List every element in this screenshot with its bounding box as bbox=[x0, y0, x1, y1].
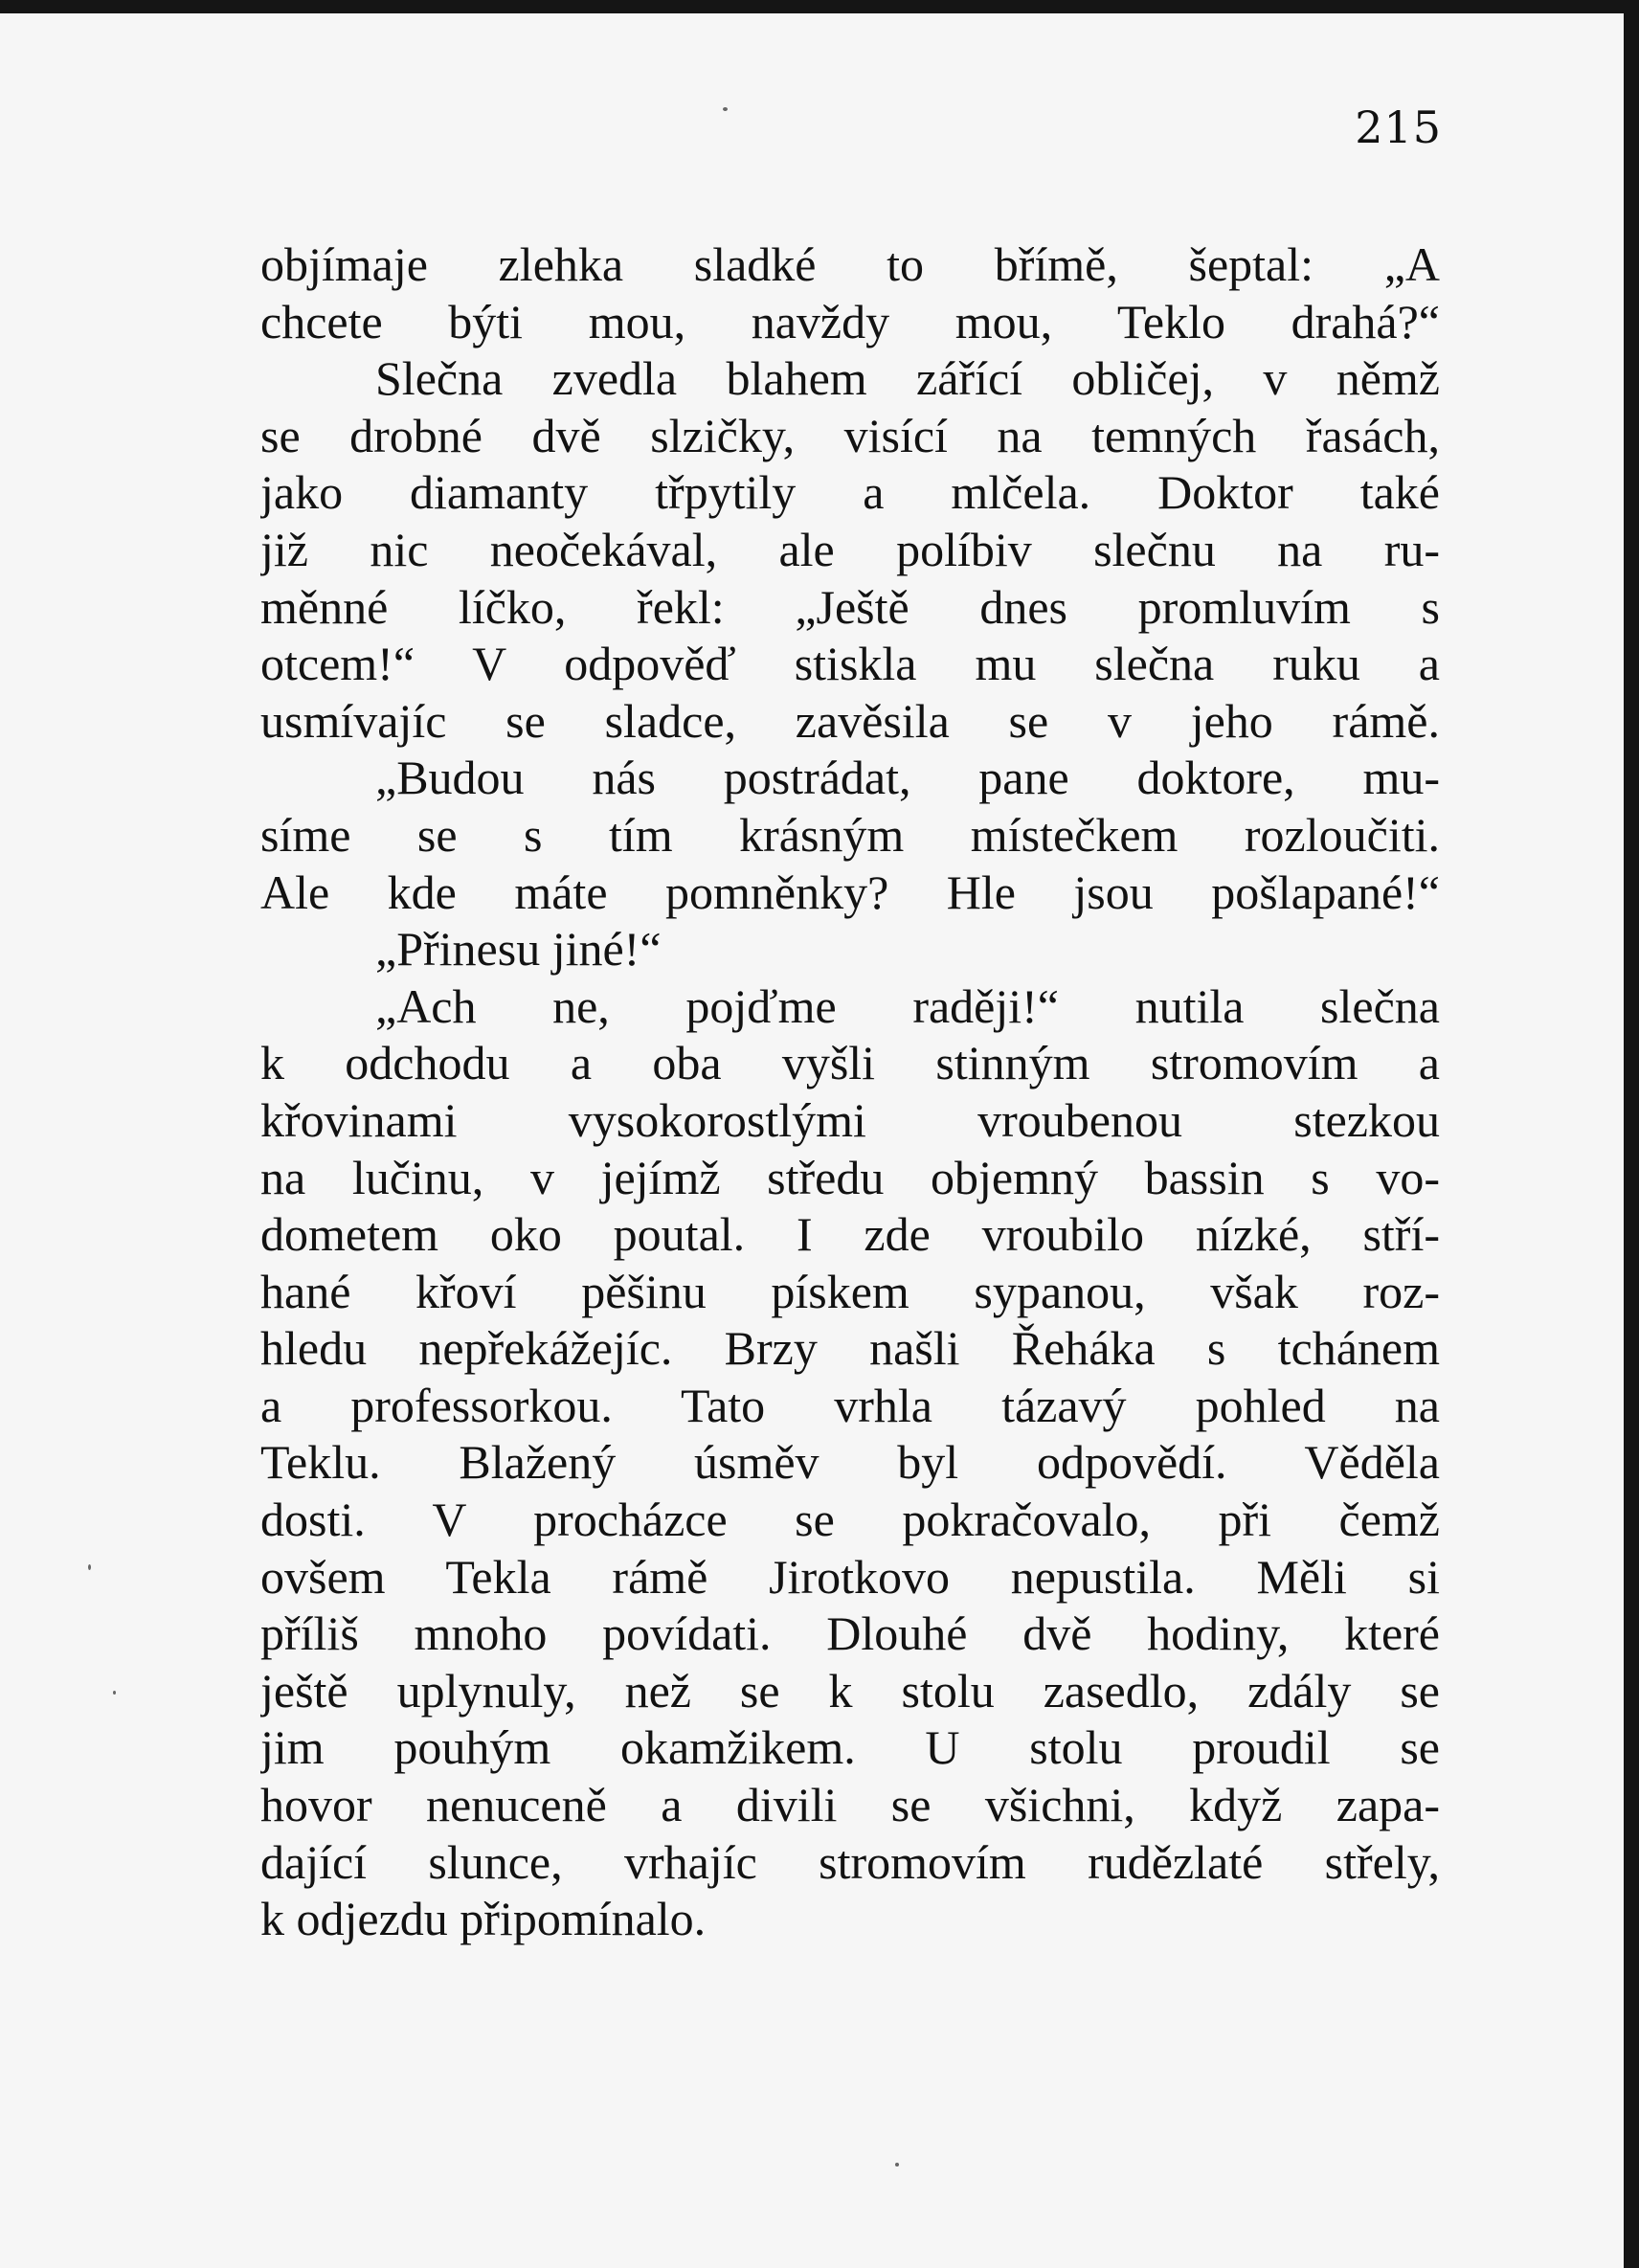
text-line: již nic neočekával, ale políbiv slečnu na ru- bbox=[260, 522, 1440, 576]
text-line: měnné líčko, řekl: „Ještě dnes promluvím s bbox=[260, 579, 1440, 634]
text-line: a professorkou. Tato vrhla tázavý pohled na bbox=[260, 1378, 1440, 1432]
text-line: hané křoví pěšinu pískem sypanou, však roz- bbox=[260, 1264, 1440, 1318]
text-line: Teklu. Blažený úsměv byl odpovědí. Věděla bbox=[260, 1435, 1440, 1490]
text-line: dosti. V procházce se pokračovalo, při čemž bbox=[260, 1493, 1440, 1547]
scan-speck bbox=[895, 2163, 899, 2167]
text-line: křovinami vysokorostlými vroubenou stezkou bbox=[260, 1092, 1440, 1147]
text-line: usmívajíc se sladce, zavěsila se v jeho rámě. bbox=[260, 693, 1440, 748]
scan-speck bbox=[723, 107, 728, 111]
text-line: hovor nenuceně a divili se všichni, když zapa- bbox=[260, 1778, 1440, 1832]
text-line: Slečna zvedla blahem zářící obličej, v němž bbox=[375, 351, 1440, 406]
text-line: k odjezdu připomínalo. bbox=[260, 1892, 707, 1946]
text-line: chcete býti mou, navždy mou, Teklo drahá?“ bbox=[260, 294, 1440, 348]
text-line: síme se s tím krásným místečkem rozloučiti. bbox=[260, 807, 1440, 862]
text-line: k odchodu a oba vyšli stinným stromovím a bbox=[260, 1036, 1440, 1090]
text-line: hledu nepřekážejíc. Brzy našli Řeháka s tchánem bbox=[260, 1321, 1440, 1376]
text-line: se drobné dvě slzičky, visící na temných řasách, bbox=[260, 408, 1440, 462]
text-line: otcem!“ V odpověď stiskla mu slečna ruku a bbox=[260, 637, 1440, 691]
scan-speck bbox=[113, 1691, 116, 1695]
body-text bbox=[260, 236, 1440, 1948]
page-number: 215 bbox=[1355, 101, 1442, 153]
text-line: příliš mnoho povídati. Dlouhé dvě hodiny, které bbox=[260, 1606, 1440, 1661]
scan-speck bbox=[88, 1564, 91, 1570]
text-line: objímaje zlehka sladké to břímě, šeptal: „A bbox=[260, 237, 1440, 291]
text-line: „Přinesu jiné!“ bbox=[375, 922, 662, 977]
text-line: jako diamanty třpytily a mlčela. Doktor také bbox=[260, 465, 1440, 520]
text-line: dající slunce, vrhajíc stromovím rudězlaté střely, bbox=[260, 1834, 1440, 1889]
text-line: na lučinu, v jejímž středu objemný bassin s vo- bbox=[260, 1150, 1440, 1204]
text-line: dometem oko poutal. I zde vroubilo nízké, stří- bbox=[260, 1207, 1440, 1262]
text-line: „Ach ne, pojďme raději!“ nutila slečna bbox=[375, 978, 1440, 1033]
text-line: ještě uplynuly, než se k stolu zasedlo, zdály se bbox=[260, 1663, 1440, 1718]
text-line: „Budou nás postrádat, pane doktore, mu- bbox=[375, 751, 1440, 805]
text-line: jim pouhým okamžikem. U stolu proudil se bbox=[260, 1720, 1440, 1775]
text-line: ovšem Tekla rámě Jirotkovo nepustila. Měli si bbox=[260, 1549, 1440, 1604]
text-line: Ale kde máte pomněnky? Hle jsou pošlapané!“ bbox=[260, 865, 1440, 919]
